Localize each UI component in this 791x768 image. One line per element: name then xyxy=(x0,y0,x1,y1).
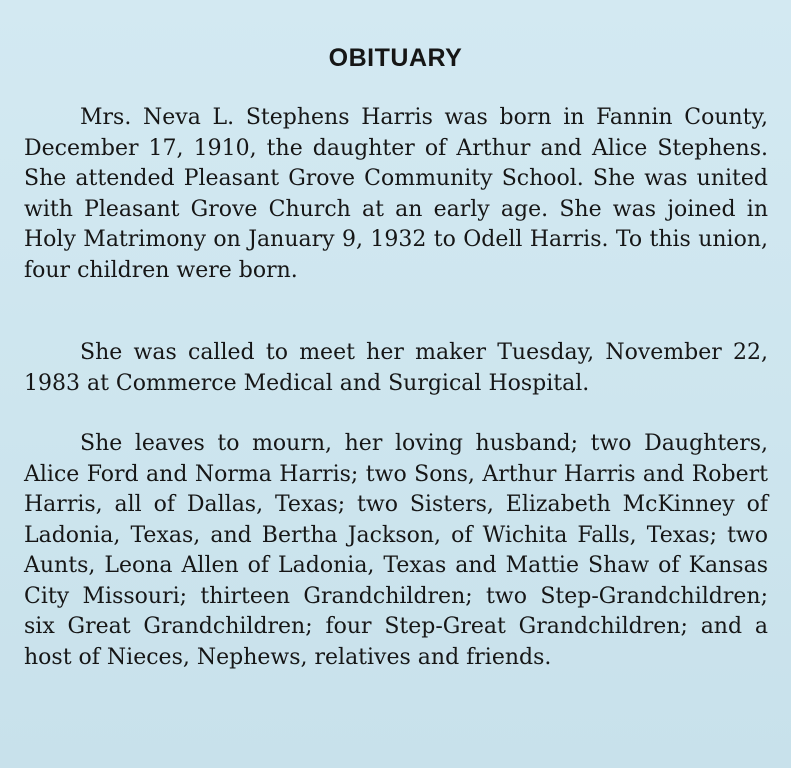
biography-paragraph: Mrs. Neva L. Stephens Harris was born in Fannin County, December 17, 1910, the daughter of Arthur and Alice Stephens. She attended Pleasant Grove Community School. She was united with Pleasant Grove Church at an early age. She was joined in Holy Matrimony on January 9, 1932 to Odell Harris. To this union, four children were born. xyxy=(24,105,768,283)
obituary-title: OBITUARY xyxy=(328,44,463,72)
death-paragraph: She was called to meet her maker Tuesday, November 22, 1983 at Commerce Medical and Surgical Hospital. xyxy=(24,340,768,396)
survivors-paragraph: She leaves to mourn, her loving husband; two Daughters, Alice Ford and Norma Harris; two Sons, Arthur Harris and Robert Harris, all of Dallas, Texas; two Sisters, Elizabeth McKinney of Ladonia, Texas, and Bertha Jackson, of Wichita Falls, Texas; two Aunts, Leona Allen of Ladonia, Texas and Mattie Shaw of Kansas City Missouri; thirteen Grandchildren; two Step-Grandchildren; six Great Grandchildren; four Step-Great Grandchildren; and a host of Nieces, Nephews, relatives and friends. xyxy=(24,431,768,670)
